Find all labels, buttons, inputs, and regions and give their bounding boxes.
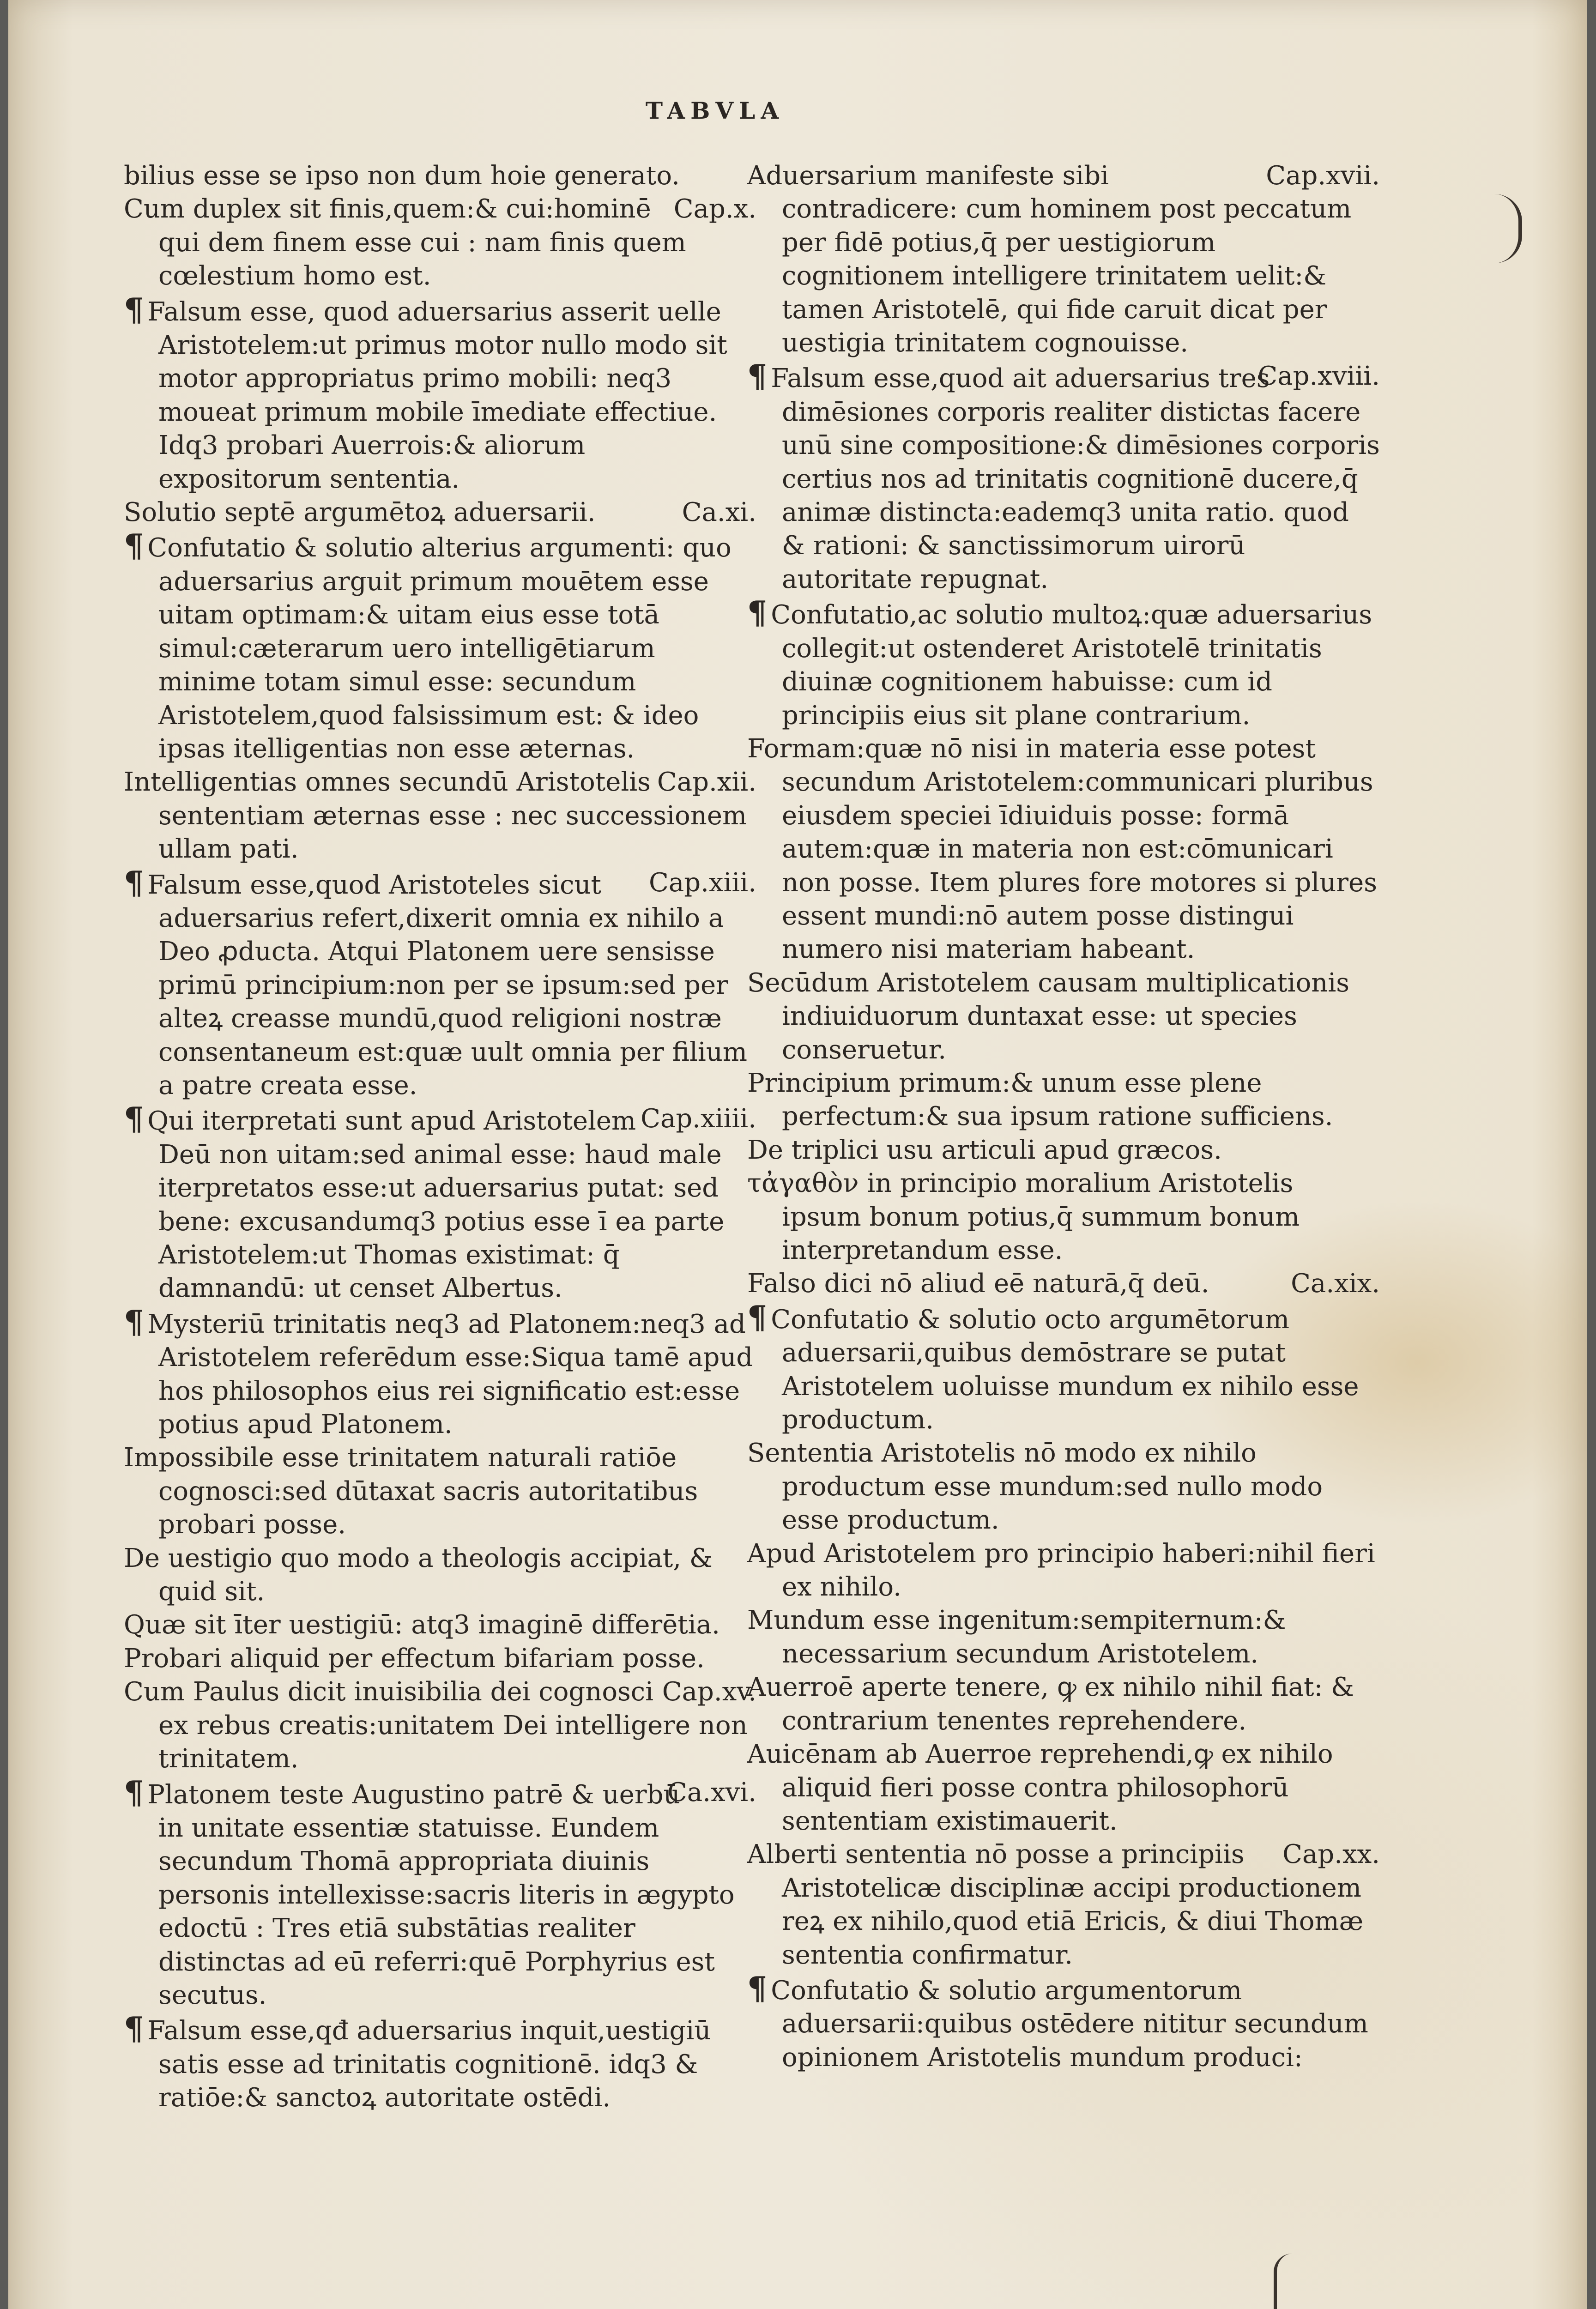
chapter-reference: Cap.xvii. bbox=[1266, 161, 1380, 191]
chapter-reference: Ca.xvi. bbox=[667, 1777, 756, 1807]
right-column bbox=[747, 159, 1380, 2074]
entry-text: Confutatio & solutio alterius argumenti: quo aduersarius arguit primum mouētem esse uitam optimam:& uitam eius esse totā simul:cæterarum uero intelligētiarum minime totam simul esse: secundum Aristotelem,quod falsissimum est: & ideo ipsas itelligentias non esse æternas. bbox=[147, 533, 732, 764]
entry-text: Solutio septē argumētoꝝ aduersarii. bbox=[124, 497, 596, 528]
chapter-reference: Cap.xii. bbox=[657, 767, 756, 798]
index-entry bbox=[124, 496, 756, 529]
index-entry bbox=[747, 159, 1380, 360]
paragraph-mark: ¶ bbox=[747, 594, 768, 632]
index-entry bbox=[747, 967, 1380, 1067]
entry-text: Platonem teste Augustino patrē & uerbū in unitate essentiæ statuisse. Eundem secundum Thomā appropriata diuinis personis intellexisse:sacris literis in ægypto edoctū : Tres etiā substātias realiter distinctas ad eū referri:quē Porphyrius est secutus. bbox=[147, 1779, 735, 2010]
index-entry bbox=[747, 1134, 1380, 1167]
index-entry bbox=[124, 1608, 756, 1642]
entry-text: Cum duplex sit finis,quem:& cui:hominē qui dem finem esse cui : nam finis quem cœlestium homo est. bbox=[124, 194, 686, 291]
paragraph-mark: ¶ bbox=[124, 2010, 144, 2048]
entry-text: Confutatio & solutio octo argumētorum aduersarii,quibus demōstrare se putat Aristotelem uoluisse mundum ex nihilo esse productum. bbox=[771, 1304, 1359, 1435]
entry-text: bilius esse se ipso non dum hoie generato. bbox=[124, 161, 680, 191]
entry-text: τἀγαθὸν in principio moralium Aristotelis ipsum bonum potius,q̄ summum bonum interpretandum esse. bbox=[747, 1168, 1300, 1265]
index-entry bbox=[124, 159, 756, 193]
entry-text: Alberti sententia nō posse a principiis Aristotelicæ disciplinæ accipi productionem reꝝ ex nihilo,quod etiā Ericis, & diui Thomæ sententia confirmatur. bbox=[747, 1839, 1364, 1970]
entry-text: Apud Aristotelem pro principio haberi:nihil fieri ex nihilo. bbox=[747, 1538, 1375, 1602]
paragraph-mark: ¶ bbox=[124, 291, 144, 328]
index-entry bbox=[747, 1437, 1380, 1537]
paragraph-mark: ¶ bbox=[124, 1303, 144, 1341]
index-entry bbox=[747, 1267, 1380, 1300]
entry-text: De triplici usu articuli apud græcos. bbox=[747, 1135, 1222, 1165]
chapter-reference: Ca.xi. bbox=[682, 497, 756, 528]
entry-text: Falso dici nō aliud eē naturā,q̄ deū. bbox=[747, 1269, 1209, 1299]
entry-text: Auicēnam ab Auerroe reprehendi,ꝙ ex nihilo aliquid fieri posse contra philosophorū sententiam existimauerit. bbox=[747, 1739, 1333, 1836]
paragraph-mark: ¶ bbox=[124, 1100, 144, 1138]
index-entry bbox=[747, 360, 1380, 596]
index-entry bbox=[124, 866, 756, 1103]
index-entry bbox=[124, 193, 756, 293]
paragraph-mark: ¶ bbox=[747, 358, 768, 395]
chapter-reference: Cap.xviii. bbox=[1257, 361, 1380, 392]
chapter-reference: Cap.xv. bbox=[662, 1677, 756, 1707]
entry-text: Falsum esse,qđ aduersarius inquit,uestigiū satis esse ad trinitatis cognitionē. idq3 & ratiōe:& sanctoꝝ autoritate ostēdi. bbox=[147, 2016, 711, 2113]
entry-text: Falsum esse,quod ait aduersarius tres dimēsiones corporis realiter distictas facere unū sine compositione:& dimēsiones corporis certius nos ad trinitatis cognitionē ducere,q̄ animæ distincta:eademq3 unita ratio. quod & rationi: & sanctissimorum uirorū autoritate repugnat. bbox=[771, 363, 1380, 594]
entry-text: Confutatio & solutio argumentorum aduersarii:quibus ostēdere nititur secundum opinionem Aristotelis mundum produci: bbox=[771, 1975, 1368, 2073]
entry-text: Secūdum Aristotelem causam multiplicationis indiuiduorum duntaxat esse: ut species conseruetur. bbox=[747, 967, 1350, 1065]
chapter-reference: Cap.xiii. bbox=[649, 867, 756, 898]
entry-text: Intelligentias omnes secundū Aristotelis sententiam æternas esse : nec successionem ullam pati. bbox=[124, 767, 747, 864]
index-entry bbox=[124, 529, 756, 766]
index-entry bbox=[124, 293, 756, 496]
entry-text: Probari aliquid per effectum bifariam posse. bbox=[124, 1643, 705, 1674]
running-header: TABVLA bbox=[645, 97, 785, 124]
index-entry bbox=[124, 1776, 756, 2013]
entry-text: Mysteriū trinitatis neq3 ad Platonem:neq3 ad Aristotelem referēdum esse:Siqua tamē apud hos philosophos eius rei significatio est:esse potius apud Platonem. bbox=[147, 1309, 753, 1440]
book-page bbox=[8, 0, 1587, 2309]
index-entry bbox=[124, 1102, 756, 1305]
index-entry bbox=[124, 1441, 756, 1541]
index-entry bbox=[747, 1537, 1380, 1604]
entry-text: Impossibile esse trinitatem naturali ratiōe cognosci:sed dūtaxat sacris autoritatibus probari posse. bbox=[124, 1443, 698, 1540]
entry-text: Aduersarium manifeste sibi contradicere: cum hominem post peccatum per fidē potius,q̄ per uestigiorum cognitionem intelligere trinitatem uelit:& tamen Aristotelē, qui fide caruit dicat per uestigia trinitatem cognouisse. bbox=[747, 161, 1352, 358]
entry-text: Quæ sit īter uestigiū: atq3 imaginē differētia. bbox=[124, 1610, 720, 1640]
index-entry bbox=[747, 1604, 1380, 1671]
entry-text: Qui iterpretati sunt apud Aristotelem Deū non uitam:sed animal esse: haud male iterpretatos esse:ut aduersarius putat: sed bene: excusandumq3 potius esse ī ea parte Aristotelem:ut Thomas existimat: q̄ damnandū: ut censet Albertus. bbox=[147, 1106, 725, 1304]
entry-text: Cum Paulus dicit inuisibilia dei cognosci ex rebus creatis:unitatem Dei intelligere non trinitatem. bbox=[124, 1677, 748, 1774]
index-entry bbox=[747, 1838, 1380, 1972]
margin-pen-mark bbox=[1486, 194, 1522, 263]
chapter-reference: Ca.xix. bbox=[1291, 1269, 1380, 1299]
paragraph-mark: ¶ bbox=[124, 1774, 144, 1811]
entry-text: Sententia Aristotelis nō modo ex nihilo productum esse mundum:sed nullo modo esse productum. bbox=[747, 1438, 1323, 1535]
index-entry bbox=[747, 1067, 1380, 1134]
entry-text: Falsum esse,quod Aristoteles sicut aduersarius refert,dixerit omnia ex nihilo a Deo ꝓducta. Atqui Platonem uere sensisse primū principium:non per se ipsum:sed per alteꝝ creasse mundū,quod religioni nostræ consentaneum est:quæ uult omnia per filium a patre creata esse. bbox=[147, 870, 747, 1100]
index-entry bbox=[747, 1738, 1380, 1838]
paragraph-mark: ¶ bbox=[747, 1299, 768, 1336]
entry-text: Confutatio,ac solutio multoꝝ:quæ aduersarius collegit:ut ostenderet Aristotelē trinitatis diuinæ cognitionem habuisse: cum id principiis eius sit plane contrarium. bbox=[771, 600, 1372, 731]
index-entry bbox=[747, 1972, 1380, 2074]
paragraph-mark: ¶ bbox=[124, 527, 144, 565]
index-entry bbox=[124, 1642, 756, 1675]
entry-text: De uestigio quo modo a theologis accipiat, & quid sit. bbox=[124, 1543, 713, 1607]
index-entry bbox=[124, 2012, 756, 2115]
chapter-reference: Cap.x. bbox=[673, 194, 756, 224]
index-entry bbox=[124, 1675, 756, 1776]
paragraph-mark: ¶ bbox=[124, 864, 144, 901]
index-entry bbox=[124, 766, 756, 866]
entry-text: Principium primum:& unum esse plene perfectum:& sua ipsum ratione sufficiens. bbox=[747, 1068, 1333, 1132]
index-entry bbox=[747, 732, 1380, 967]
entry-text: Falsum esse, quod aduersarius asserit uelle Aristotelem:ut primus motor nullo modo sit motor appropriatus primo mobili: neq3 moueat primum mobile īmediate effectiue. Idq3 probari Auerrois:& aliorum expositorum sententia. bbox=[147, 296, 727, 494]
index-entry bbox=[747, 596, 1380, 732]
left-column bbox=[124, 159, 756, 2115]
entry-text: Formam:quæ nō nisi in materia esse potest secundum Aristotelem:communicari pluribus eiusdem speciei īdiuiduis posse: formā autem:quæ in materia non est:cōmunicari non posse. Item plures fore motores si plures essent mundi:nō autem posse distingui numero nisi materiam habeant. bbox=[747, 733, 1377, 965]
index-entry bbox=[747, 1167, 1380, 1267]
entry-text: Auerroē aperte tenere, ꝙ ex nihilo nihil fiat: & contrarium tenentes reprehendere. bbox=[747, 1672, 1354, 1736]
chapter-reference: Cap.xx. bbox=[1282, 1839, 1380, 1870]
index-entry bbox=[124, 1303, 756, 1442]
index-entry bbox=[124, 1542, 756, 1609]
index-entry bbox=[747, 1671, 1380, 1738]
bottom-pen-mark bbox=[1274, 2254, 1295, 2309]
entry-text: Mundum esse ingenitum:sempiternum:& necessarium secundum Aristotelem. bbox=[747, 1605, 1286, 1669]
paragraph-mark: ¶ bbox=[747, 1970, 768, 2007]
index-entry bbox=[747, 1301, 1380, 1437]
chapter-reference: Cap.xiiii. bbox=[641, 1104, 756, 1134]
